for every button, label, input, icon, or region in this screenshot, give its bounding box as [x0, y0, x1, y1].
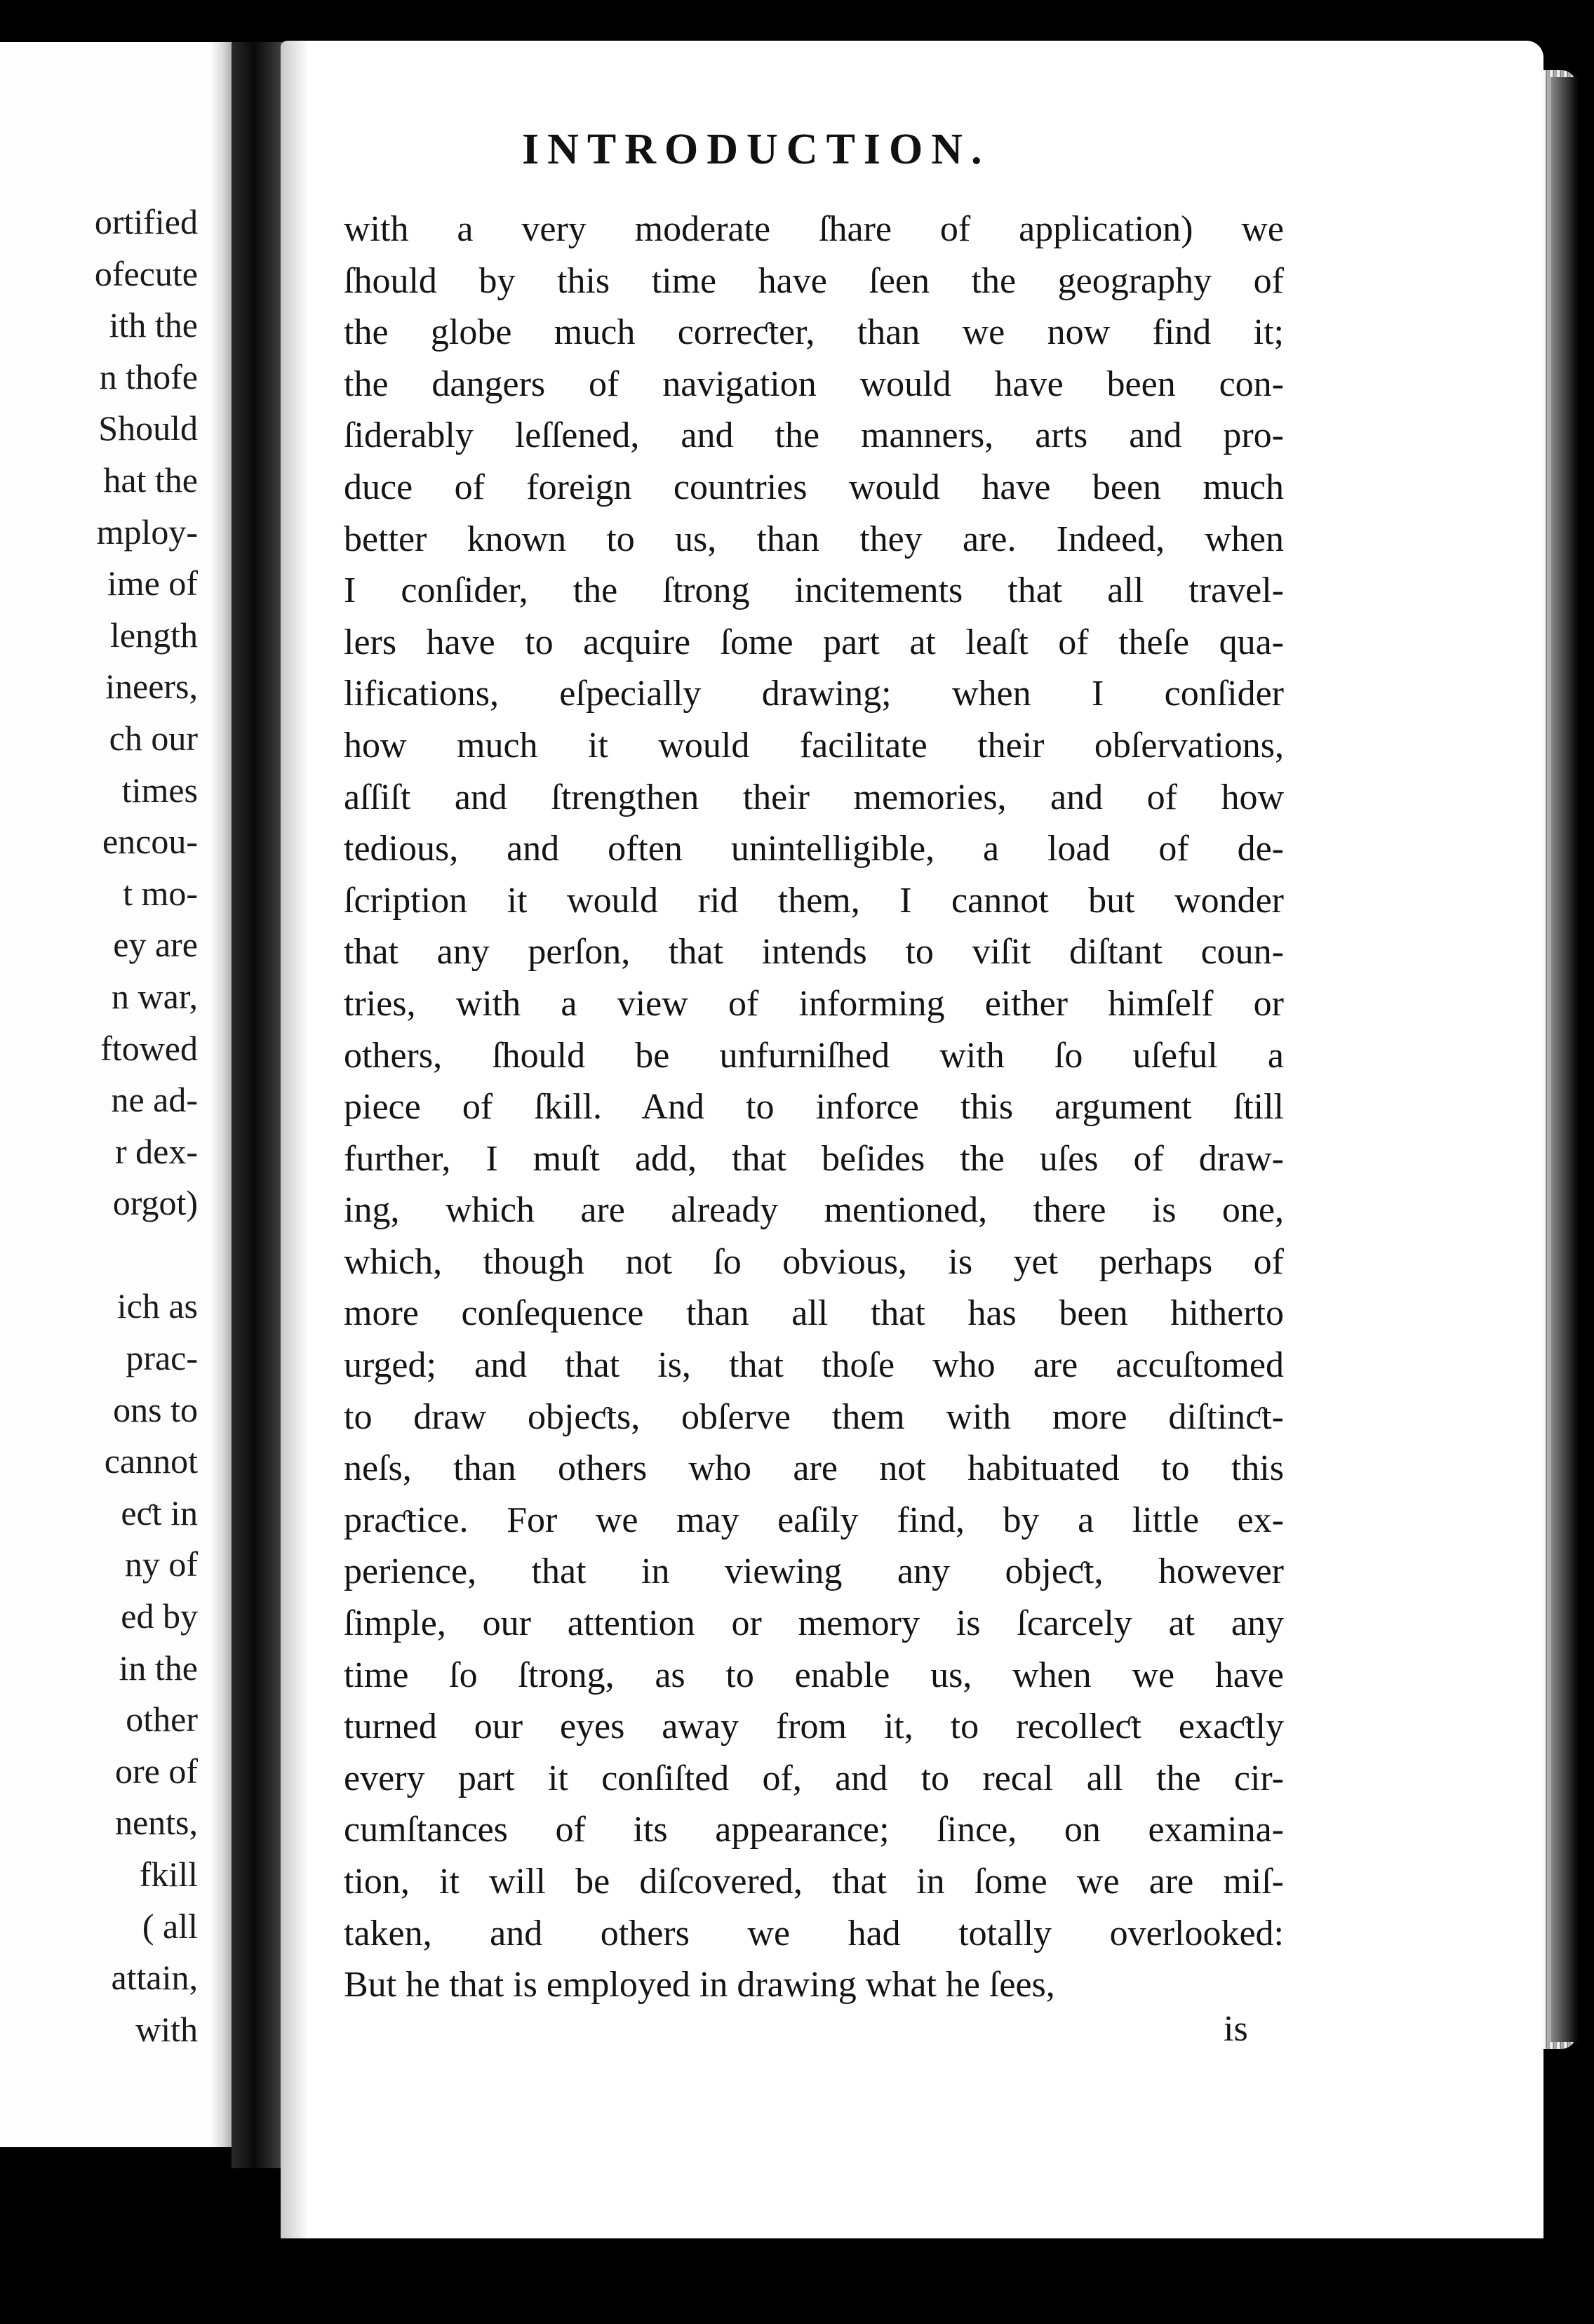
body-line: praƈtice. For we may eaſily find, by a little ex- — [344, 1500, 1284, 1540]
left-page-line: ed by — [121, 1596, 198, 1636]
left-page-line: ore of — [115, 1751, 198, 1791]
book-binding-shadow — [232, 42, 288, 2168]
left-page-line: ime of — [107, 563, 198, 603]
left-page-line: mploy- — [96, 512, 198, 552]
body-line: the dangers of navigation would have been con- — [344, 363, 1284, 404]
left-page-line: n thofe — [99, 356, 198, 396]
running-head: INTRODUCTION. — [522, 126, 991, 173]
left-page-line: ny of — [124, 1544, 198, 1584]
left-page-line: ortified — [94, 202, 198, 241]
body-line: ſimple, our attention or memory is ſcarcely at any — [344, 1603, 1284, 1644]
left-page-line: length — [110, 615, 198, 655]
body-line: further, I muſt add, that beſides the uſes of draw- — [344, 1138, 1284, 1179]
body-line: which, though not ſo obvious, is yet perhaps of — [344, 1241, 1284, 1282]
body-line: to draw objeƈts, obſerve them with more diſtinƈt- — [344, 1396, 1284, 1437]
body-line: others, ſhould be unfurniſhed with ſo uſeful a — [344, 1035, 1284, 1076]
body-line: ſcription it would rid them, I cannot but wonder — [344, 880, 1284, 921]
left-page-line: ch our — [109, 718, 198, 758]
catchword: is — [1224, 2009, 1248, 2049]
body-line: with a very moderate ſhare of application) we — [344, 209, 1284, 249]
body-line: I conſider, the ſtrong incitements that all travel- — [344, 570, 1284, 611]
body-line: the globe much correƈter, than we now find it; — [344, 312, 1284, 353]
body-line: turned our eyes away from it, to recolleƈt exaƈtly — [344, 1707, 1284, 1747]
body-line: that any perſon, that intends to viſit diſtant coun- — [344, 932, 1284, 973]
body-line: lers have to acquire ſome part at leaſt of theſe qua- — [344, 622, 1284, 662]
body-line: aſſiſt and ſtrengthen their memories, and of how — [344, 777, 1284, 817]
left-page-line: ey are — [113, 925, 198, 965]
body-line: ſiderably leſſened, and the manners, arts and pro- — [344, 415, 1284, 456]
left-page-line: n war, — [112, 976, 198, 1016]
bottom-scan-border — [281, 2238, 1543, 2323]
left-page-line: in the — [119, 1648, 198, 1688]
left-page-text — [95, 196, 198, 2055]
body-line: urged; and that is, that thoſe who are accuſtomed — [344, 1345, 1284, 1386]
left-page-line: times — [121, 770, 198, 810]
body-line: better known to us, than they are. Indeed, when — [344, 519, 1284, 559]
left-page-line — [95, 1229, 198, 1281]
left-page-line: ( all — [142, 1906, 198, 1946]
left-page-line: ineers, — [105, 667, 198, 707]
right-page-inner-shadow — [281, 41, 309, 2240]
body-line: how much it would facilitate their obſervations, — [344, 725, 1284, 766]
left-page-line: eƈt in — [121, 1492, 198, 1532]
left-page-line: encou- — [102, 822, 198, 862]
body-text — [344, 203, 1284, 2011]
left-page-gutter-shadow — [210, 42, 232, 2147]
left-facing-page — [0, 42, 236, 2147]
left-page-line: with — [135, 2009, 198, 2049]
body-line: tion, it will be diſcovered, that in ſome we are miſ- — [344, 1862, 1284, 1902]
left-page-line: fkill — [139, 1855, 198, 1894]
left-page-line: cannot — [104, 1441, 198, 1481]
left-page-line: ich as — [116, 1286, 198, 1326]
left-page-line: other — [126, 1699, 198, 1739]
left-page-line: t mo- — [123, 873, 198, 913]
left-page-line: ith the — [109, 305, 198, 345]
book-edge-shadow — [1551, 77, 1579, 2042]
body-line: perience, that in viewing any objeƈt, however — [344, 1551, 1284, 1592]
body-line: duce of foreign countries would have been much — [344, 467, 1284, 507]
left-page-line: Should — [98, 408, 198, 448]
body-line: But he that is employed in drawing what he ſees, — [344, 1965, 1055, 2005]
body-line: cumſtances of its appearance; ſince, on examina- — [344, 1810, 1284, 1850]
left-page-line: attain, — [111, 1958, 198, 1998]
left-page-line: ne ad- — [111, 1080, 198, 1120]
left-page-line: hat the — [103, 460, 198, 500]
left-page-line: nents, — [114, 1803, 198, 1843]
left-page-line: ons to — [113, 1389, 198, 1429]
body-line: piece of ſkill. And to inforce this argument ſtill — [344, 1087, 1284, 1128]
left-page-line: ftowed — [100, 1028, 198, 1068]
body-line: ſhould by this time have ſeen the geography of — [344, 260, 1284, 301]
left-page-line: orgot) — [112, 1183, 198, 1223]
left-page-line: ofecute — [94, 253, 198, 293]
body-line: neſs, than others who are not habituated to this — [344, 1448, 1284, 1489]
left-page-line: prac- — [126, 1338, 198, 1378]
body-line: more conſequence than all that has been hitherto — [344, 1293, 1284, 1334]
body-line: time ſo ſtrong, as to enable us, when we have — [344, 1655, 1284, 1695]
body-line: taken, and others we had totally overlooked: — [344, 1913, 1284, 1954]
body-line: tries, with a view of informing either himſelf or — [344, 983, 1284, 1024]
body-line: every part it conſiſted of, and to recal all the cir- — [344, 1758, 1284, 1798]
body-line: ing, which are already mentioned, there is one, — [344, 1190, 1284, 1231]
body-line: lifications, eſpecially drawing; when I conſider — [344, 674, 1284, 714]
left-page-line: r dex- — [115, 1131, 198, 1171]
body-line: tedious, and often unintelligible, a load of de- — [344, 829, 1284, 869]
